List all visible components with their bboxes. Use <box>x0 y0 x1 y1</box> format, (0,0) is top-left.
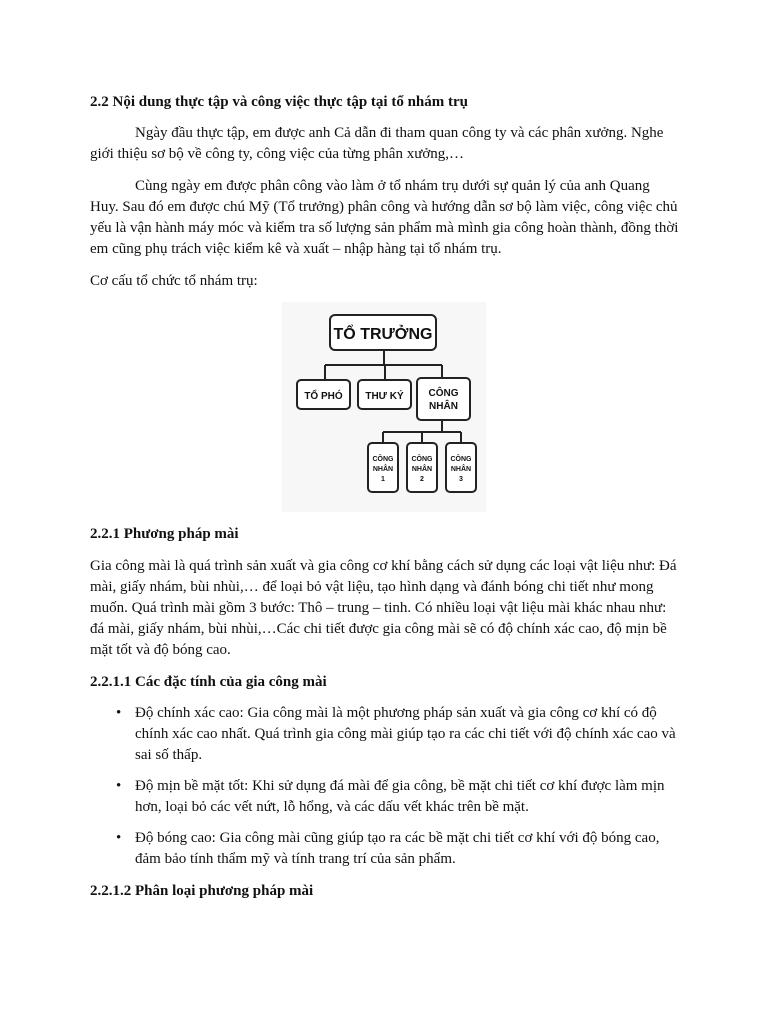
list-item <box>90 703 680 766</box>
org-label-cong-nhan-2-line2: NHÂN <box>411 466 433 473</box>
heading-2-2-1-1: 2.2.1.1 Các đặc tính của gia công mài <box>90 674 327 690</box>
paragraph-intro: Ngày đầu thực tập, em được anh Cả dẫn đi tham quan công ty và các phân xưởng. Nghe giới thiệu sơ bộ về công ty, công việc của từng phân xưởng,… <box>90 125 664 162</box>
heading-2-2: 2.2 Nội dung thực tập và công việc thực tập tại tổ nhám trụ <box>90 94 469 110</box>
org-label-cong-nhan-3-line1: CÔNG <box>450 456 472 463</box>
heading-2-2-1: 2.2.1 Phương pháp mài <box>90 526 239 542</box>
paragraph-grinding-method: Gia công mài là quá trình sản xuất và gia công cơ khí bằng cách sử dụng các loại vật liệu như: Đá mài, giấy nhám, bùi nhùi,… để loại bỏ vật liệu, tạo hình dạng và đánh bóng chi tiết như mong muốn. Quá trình mài gồm 3 bước: Thô – trung – tinh. Có nhiều loại vật liệu mài khác nhau như: đá mài, giấy nhám, bùi nhùi,…Các chi tiết được gia công mài sẽ có độ chính xác cao, độ mịn bề mặt tốt và độ bóng cao. <box>90 558 677 658</box>
org-label-cong-nhan-1-line2: NHÂN <box>372 466 394 473</box>
bullet-icon: • <box>116 705 122 721</box>
list-item <box>90 776 680 818</box>
org-chart-figure <box>282 302 486 512</box>
bullet-icon: • <box>116 778 122 794</box>
org-box-cong-nhan <box>417 378 470 420</box>
org-label-cong-nhan-2-line3: 2 <box>420 476 424 483</box>
org-label-cong-nhan-3-line3: 3 <box>459 476 463 483</box>
org-label-cong-nhan-1-line1: CÔNG <box>372 456 394 463</box>
bullet-icon: • <box>116 830 122 846</box>
org-label-cong-nhan-3-line2: NHÂN <box>450 466 472 473</box>
org-label-thu-ky: THƯ KÝ <box>365 391 404 402</box>
org-label-cong-nhan-line2: NHÂN <box>429 401 458 412</box>
paragraph-assignment: Cùng ngày em được phân công vào làm ở tổ nhám trụ dưới sự quản lý của anh Quang Huy. Sau đó em được chú Mỹ (Tổ trưởng) phân công và hướng dẫn sơ bộ làm việc, công việc chủ yếu là vận hành máy móc và kiểm tra số lượng sản phẩm mà mình gia công hoàn thành, đồng thời em cũng phụ trách việc kiểm kê và xuất – nhập hàng tại tổ nhám trụ. <box>90 178 679 257</box>
org-chart <box>282 302 486 512</box>
heading-2-2-1-2: 2.2.1.2 Phân loại phương pháp mài <box>90 883 314 899</box>
org-label-to-pho: TỔ PHÓ <box>304 391 343 402</box>
org-chart-intro: Cơ cấu tổ chức tổ nhám trụ: <box>90 273 258 289</box>
org-label-cong-nhan-2-line1: CÔNG <box>411 456 433 463</box>
org-label-to-truong: TỔ TRƯỞNG <box>333 326 433 343</box>
list-item-text: Độ chính xác cao: Gia công mài là một phương pháp sản xuất và gia công cơ khí có độ chính xác cao nhất. Quá trình gia công mài giúp tạo ra các chi tiết với độ chính xác cao và sai số thấp. <box>135 705 676 763</box>
grinding-properties-list <box>90 703 680 870</box>
list-item <box>90 828 680 870</box>
list-item-text: Độ mịn bề mặt tốt: Khi sử dụng đá mài để gia công, bề mặt chi tiết cơ khí được làm mịn hơn, loại bỏ các vết nứt, lỗ hổng, và các dấu vết khác trên bề mặt. <box>135 778 665 815</box>
org-label-cong-nhan-line1: CÔNG <box>428 388 459 399</box>
document-body <box>90 92 680 902</box>
org-label-cong-nhan-1-line3: 1 <box>381 476 385 483</box>
list-item-text: Độ bóng cao: Gia công mài cũng giúp tạo ra các bề mặt chi tiết cơ khí với độ bóng cao, đảm bảo tính thẩm mỹ và tính trang trí của sản phẩm. <box>135 830 660 867</box>
